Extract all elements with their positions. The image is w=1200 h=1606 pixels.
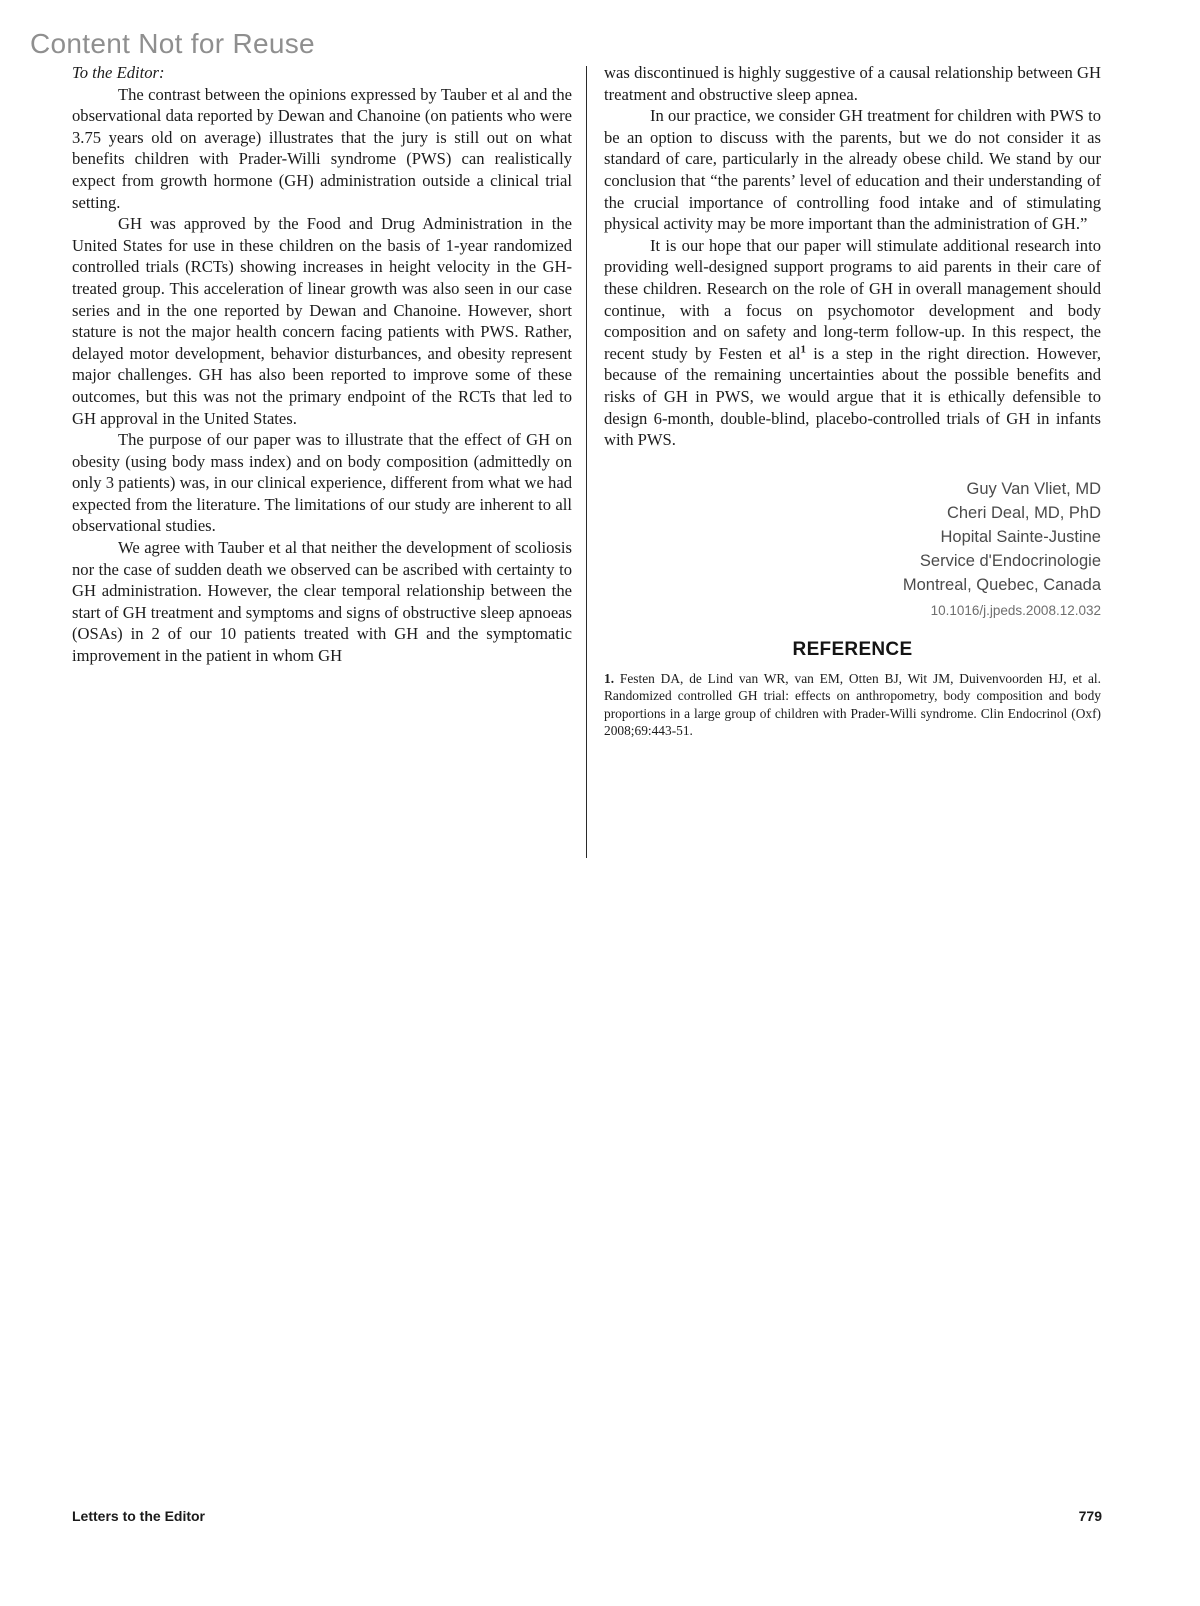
footer-page-number: 779: [1078, 1508, 1102, 1524]
paragraph-6-text-before: It is our hope that our paper will stimulate additional research into providing well-designed support programs to aid parents in their care of these children. Research on the role of GH in overall management should continue, with a focus on psychomotor development and body composition and on safety and long-term follow-up. In this respect, the recent study by Festen et al: [604, 235, 1101, 363]
paragraph-6: [604, 235, 1101, 451]
affiliation-service: Service d'Endocrinologie: [919, 551, 1101, 570]
reference-text: Festen DA, de Lind van WR, van EM, Otten BJ, Wit JM, Duivenvoorden HJ, et al. Randomized controlled GH trial: effects on anthropometry, body composition and body proportions in a large group of children with Prader-Willi syndrome. Clin Endocrinol (Oxf) 2008;69:443-51.: [604, 670, 1101, 739]
paragraph-5: In our practice, we consider GH treatment for children with PWS to be an option to discuss with the parents, but we do not consider it as standard of care, particularly in the already obese child. We stand by our conclusion that “the parents’ level of education and their understanding of the crucial importance of controlling food intake and of stimulating physical activity may be more important than the administration of GH.”: [604, 106, 1101, 234]
paragraph-4: We agree with Tauber et al that neither the development of scoliosis nor the case of sudden death we observed can be ascribed with certainty to GH administration. However, the clear temporal relationship between the start of GH treatment and symptoms and signs of obstructive sleep apnoeas (OSAs) in 2 of our 10 patients treated with GH and the symptomatic improvement in the patient in whom GH: [72, 538, 573, 666]
paragraph-3: The purpose of our paper was to illustrate that the effect of GH on obesity (using body mass index) and on body composition (admittedly on only 3 patients) was, in our clinical experience, different from what we had expected from the literature. The limitations of our study are inherent to all observational studies.: [72, 430, 572, 536]
right-column: [604, 62, 1101, 740]
salutation: To the Editor:: [72, 63, 165, 82]
footer-section-title: Letters to the Editor: [72, 1508, 206, 1524]
author-name-1: Guy Van Vliet, MD: [966, 479, 1101, 498]
citation-link-1[interactable]: 1: [800, 343, 807, 356]
left-column: [72, 62, 572, 667]
page-footer: [72, 1508, 1102, 1524]
signature-block: [604, 477, 1101, 623]
author-name-2: Cheri Deal, MD, PhD: [946, 503, 1101, 522]
reference-item-1: [604, 670, 1101, 740]
reuse-watermark: Content Not for Reuse: [30, 28, 315, 59]
two-column-layout: [72, 62, 1102, 858]
paragraph-4-continued: was discontinued is highly suggestive of a causal relationship between GH treatment and obstructive sleep apnea.: [604, 63, 1101, 104]
paragraph-6-text-after: is a step in the right direction. However, because of the remaining uncertainties about the possible benefits and risks of GH in PWS, we would argue that it is ethically defensible to design 6-month, double-blind, placebo-controlled trials of GH in infants with PWS.: [604, 343, 1102, 450]
doi-text: 10.1016/j.jpeds.2008.12.032: [930, 602, 1101, 618]
paragraph-2: GH was approved by the Food and Drug Administration in the United States for use in these children on the basis of 1-year randomized controlled trials (RCTs) showing increases in height velocity in the GH-treated group. This acceleration of linear growth was also seen in our case series and in the one reported by Dewan and Chanoine. However, short stature is not the major health concern facing patients with PWS. Rather, delayed motor development, behavior disturbances, and obesity represent major challenges. GH has also been reported to improve some of these outcomes, but this was not the primary endpoint of the RCTs that led to GH approval in the United States.: [72, 214, 572, 428]
column-divider: [586, 66, 587, 858]
reference-heading: REFERENCE: [792, 638, 913, 660]
affiliation-hospital: Hopital Sainte-Justine: [940, 527, 1101, 546]
affiliation-city: Montreal, Quebec, Canada: [902, 575, 1101, 594]
paragraph-1: The contrast between the opinions expressed by Tauber et al and the observational data reported by Dewan and Chanoine (on patients who were 3.75 years old on average) illustrates that the jury is still out on what benefits children with Prader-Willi syndrome (PWS) can realistically expect from growth hormone (GH) administration outside a clinical trial setting.: [72, 84, 572, 212]
reference-number: 1.: [604, 670, 615, 686]
